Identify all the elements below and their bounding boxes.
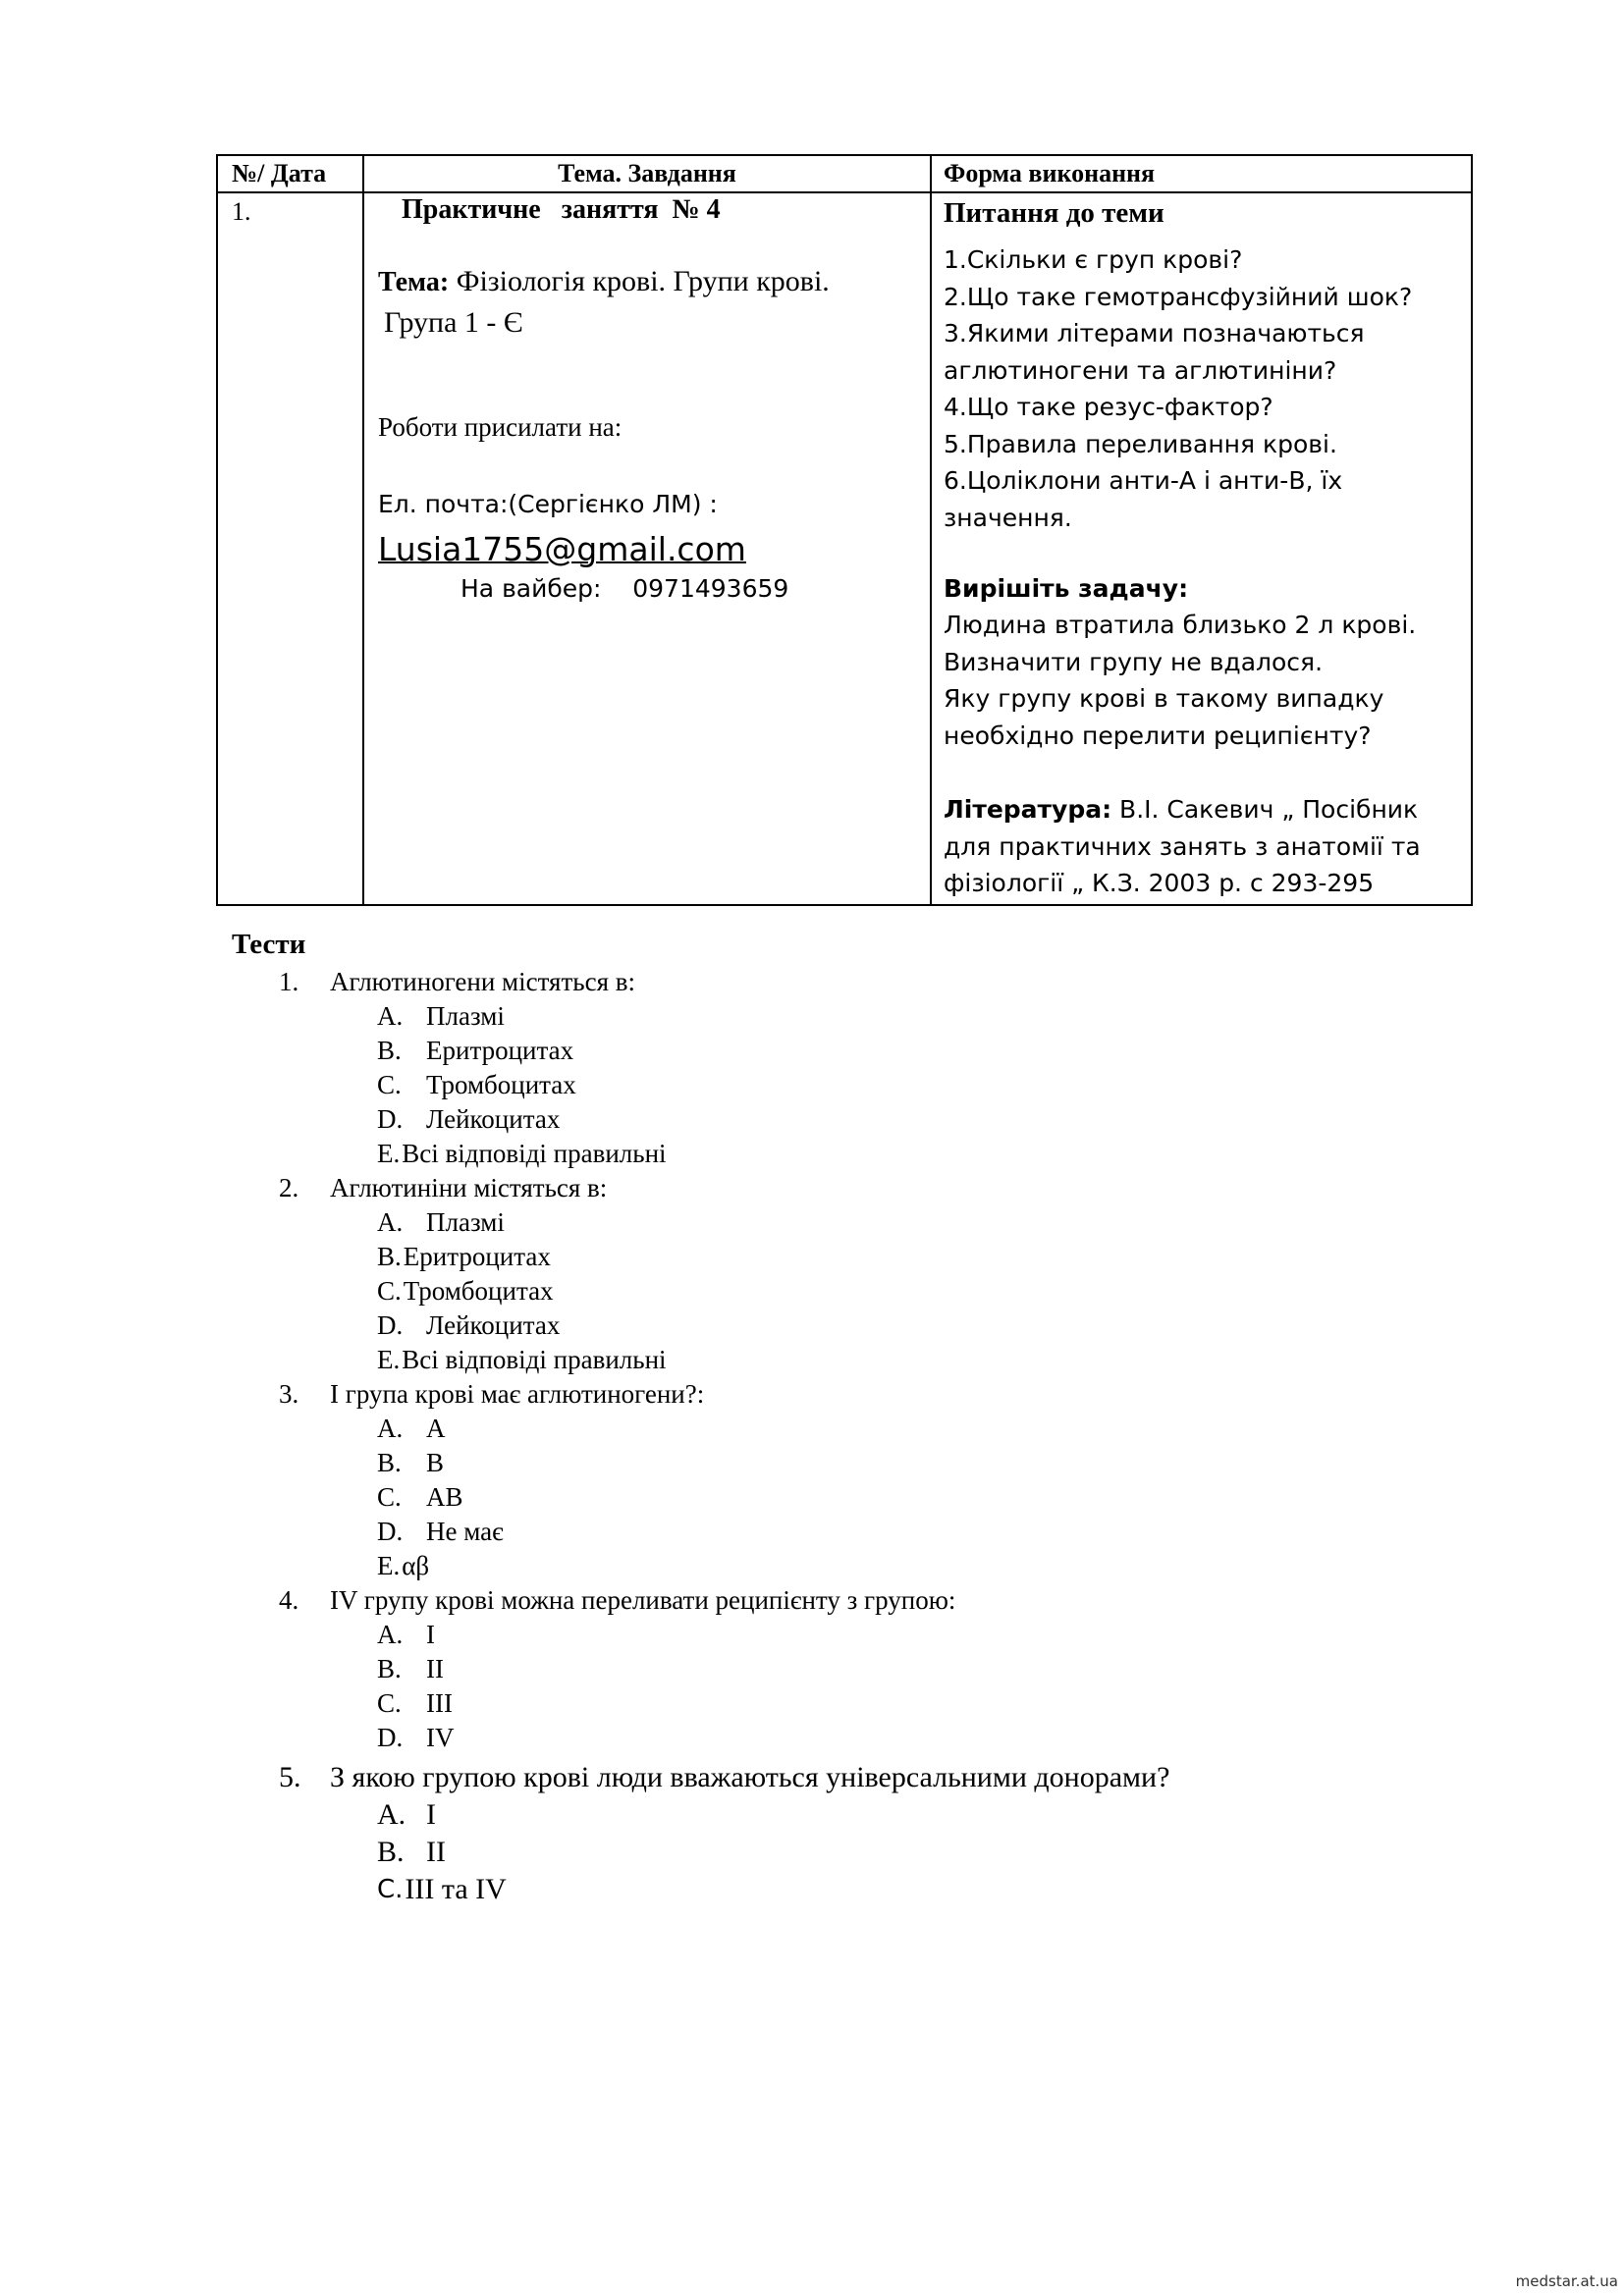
topic-line [378,265,930,298]
answer-text: Тромбоцитах [403,1276,554,1306]
answer-letter: C. [377,1070,402,1099]
answer-text: IV [426,1723,455,1752]
answer-letter: B. [377,1836,405,1868]
answer-text: А [426,1414,446,1443]
task-line: Яку групу крові в такому випадку [944,684,1384,713]
answer-text: Всі відповіді правильні [402,1139,667,1168]
answer-letter: C. [377,1482,402,1512]
answer-option [377,1034,1410,1068]
task-heading: Вирішіть задачу: [944,574,1189,603]
question-line: 5.Правила переливання крові. [944,429,1337,458]
questions-list [944,241,1471,536]
task-line: необхідно перелити реципієнту? [944,721,1372,750]
answer-option [377,1686,1410,1721]
answer-text: II [426,1654,444,1683]
answer-letter: E. [377,1345,401,1374]
question-line: 4.Що таке резус-фактор? [944,393,1273,421]
answer-text: Еритроцитах [403,1242,551,1271]
answer-letter: D. [377,1723,404,1752]
answer-option [377,1240,1410,1274]
question-text: З якою групою крові люди вважаються універсальними донорами? [330,1761,1170,1793]
answer-letter: A. [377,1620,404,1649]
answer-text: Тромбоцитах [426,1070,576,1099]
answer-option [377,999,1410,1034]
viber-contact: На вайбер: 0971493659 [460,574,789,603]
question-number: 1. [279,967,299,996]
answer-text: III та IV [405,1873,507,1905]
literature-text: В.І. Сакевич „ Посібник для практичних занять з анатомії та фізіології „ К.З. 2003 р. с 293-295 [944,795,1421,897]
question-line: 6.Цоліклони анти-А і анти-В, їх [944,466,1343,495]
answer-text: Плазмі [426,1001,505,1031]
task-line: Людина втратила близько 2 л крові. [944,611,1417,639]
topic-text: Фізіологія крові. Групи крові. [449,265,830,297]
test-question [279,1583,1410,1618]
question-line: 2.Що таке гемотрансфузійний шок? [944,282,1413,311]
site-watermark: medstar.at.ua [1515,2272,1618,2290]
topic-label: Тема: [378,267,450,297]
answer-letter: E. [377,1551,401,1580]
questions-heading: Питання до теми [944,197,1164,229]
answer-letter: B. [377,1036,402,1065]
answer-text: Лейкоцитах [426,1104,561,1134]
table-header-row [217,155,1472,192]
answer-option [377,1871,1410,1908]
answer-text: Лейкоцитах [426,1310,561,1340]
answer-letter: A. [377,1001,404,1031]
answer-option [377,1515,1410,1549]
answer-option [377,1480,1410,1515]
test-question [279,1171,1410,1205]
row-number: 1. [217,192,363,905]
literature [944,791,1471,902]
question-number: 3. [279,1379,299,1409]
form-cell [931,192,1472,905]
lesson-title: Практичне заняття № 4 [402,194,721,225]
test-question [279,965,1410,999]
answer-option [377,1205,1410,1240]
answer-option [377,1274,1410,1308]
group-line: Група 1 - Є [384,306,523,339]
task-line: Визначити групу не вдалося. [944,647,1324,676]
answer-text: АВ [426,1482,463,1512]
header-number-date: №/ Дата [217,155,363,192]
literature-label: Література: [944,795,1112,824]
answer-letter: C. [377,1276,402,1306]
question-number: 2. [279,1173,299,1202]
tests-title: Тести [232,929,306,960]
header-form: Форма виконання [931,155,1472,192]
lesson-table [216,154,1473,906]
answer-option [377,1068,1410,1102]
question-text: IV групу крові можна переливати реципієнту з групою: [330,1585,956,1615]
answer-letter: B. [377,1242,402,1271]
answer-text: II [426,1836,446,1868]
question-number: 4. [279,1585,299,1615]
answer-option [377,1652,1410,1686]
answer-text: Еритроцитах [426,1036,574,1065]
answer-text: Не має [426,1517,504,1546]
question-number: 5. [279,1761,301,1793]
answer-text: αβ [402,1551,430,1580]
answer-letter: C. [377,1688,402,1718]
test-question [279,1759,1410,1796]
answer-text: III [426,1688,453,1718]
answer-text: Плазмі [426,1207,505,1237]
topic-cell [363,192,931,905]
answer-option [377,1446,1410,1480]
answer-option [377,1549,1410,1583]
answer-letter: B. [377,1654,402,1683]
answer-option [377,1412,1410,1446]
question-line: 1.Скільки є груп крові? [944,245,1243,274]
answer-option [377,1137,1410,1171]
answer-letter: C. [377,1875,404,1904]
question-text: І група крові має аглютиногени?: [330,1379,705,1409]
answer-option [377,1102,1410,1137]
answer-letter: D. [377,1517,404,1546]
question-line: аглютиногени та аглютиніни? [944,355,1337,385]
question-text: Аглютиніни містяться в: [330,1173,608,1202]
answer-option [377,1308,1410,1343]
answer-text: I [426,1798,436,1831]
send-instructions: Роботи присилати на: [378,412,623,442]
answer-text: Всі відповіді правильні [402,1345,667,1374]
answer-letter: D. [377,1310,404,1340]
tests-section [232,929,1410,1908]
answer-option [377,1834,1410,1871]
question-line: значення. [944,503,1072,532]
answer-option [377,1796,1410,1834]
email-label: Ел. почта:(Сергієнко ЛМ) : [378,490,718,518]
test-question [279,1377,1410,1412]
answer-text: I [426,1620,435,1649]
question-text: Аглютиногени містяться в: [330,967,635,996]
question-line: 3.Якими літерами позначаються [944,319,1365,347]
answer-option [377,1618,1410,1652]
answer-letter: A. [377,1798,406,1831]
email-link[interactable]: Lusia1755@gmail.com [378,530,746,568]
answer-text: В [426,1448,445,1477]
answer-option [377,1721,1410,1755]
answer-option [377,1343,1410,1377]
answer-letter: D. [377,1104,404,1134]
answer-letter: A. [377,1207,404,1237]
table-row [217,192,1472,905]
answer-letter: A. [377,1414,404,1443]
header-topic-task: Тема. Завдання [363,155,931,192]
answer-letter: E. [377,1139,401,1168]
answer-letter: B. [377,1448,402,1477]
